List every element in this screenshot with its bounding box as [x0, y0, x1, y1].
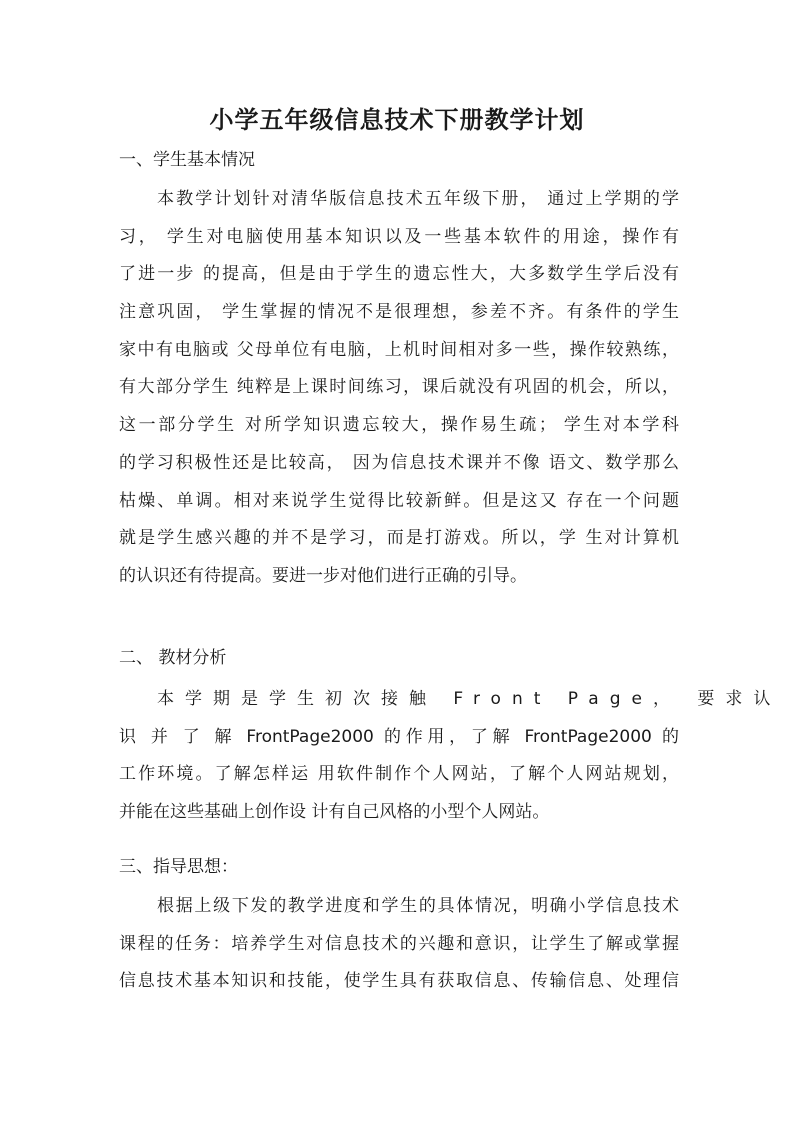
paragraph-line: 的学习积极性还是比较高， 因为信息技术课并不像 语文、数学那么 [119, 452, 679, 473]
paragraph-line: 根据上级下发的教学进度和学生的具体情况，明确小学信息技术 [157, 896, 679, 916]
paragraph-line: 本学期是学生初次接触 Front Page， 要求认 [157, 689, 782, 709]
paragraph-line: 习， 学生对电脑使用基本知识以及一些基本软件的用途，操作有 [119, 226, 679, 247]
section-heading-guiding-thought: 三、指导思想： [119, 857, 238, 877]
paragraph-line: 并能在这些基础上创作设 计有自己风格的小型个人网站。 [119, 802, 550, 823]
paragraph-line: 的认识还有待提高。要进一步对他们进行正确的引导。 [119, 565, 527, 586]
paragraph-line: 了进一步 的提高，但是由于学生的遗忘性大，大多数学生学后没有 [119, 264, 679, 285]
paragraph-guiding-thought [119, 888, 679, 1001]
section-heading-student-situation: 一、学生基本情况 [119, 150, 255, 170]
paragraph-line: 工作环境。了解怎样运 用软件制作个人网站，了解个人网站规划， [119, 764, 679, 785]
paragraph-textbook-analysis [119, 681, 782, 832]
section-heading-textbook-analysis: 二、 教材分析 [119, 648, 227, 668]
paragraph-line: 课程的任务：培养学生对信息技术的兴趣和意识，让学生了解或掌握 [119, 933, 679, 954]
paragraph-line: 本教学计划针对清华版信息技术五年级下册， 通过上学期的学 [157, 189, 679, 209]
paragraph-line: 注意巩固， 学生掌握的情况不是很理想，参差不齐。有条件的学生 [119, 302, 679, 323]
paragraph-line: 这一部分学生 对所学知识遗忘较大，操作易生疏； 学生对本学科 [119, 415, 679, 436]
paragraph-student-situation [119, 181, 679, 596]
paragraph-line: 家中有电脑或 父母单位有电脑，上机时间相对多一些，操作较熟练， [119, 339, 679, 360]
paragraph-line: 有大部分学生 纯粹是上课时间练习，课后就没有巩固的机会，所以， [119, 377, 679, 398]
page-title: 小学五年级信息技术下册教学计划 [209, 106, 585, 134]
paragraph-line: 识 并 了 解 FrontPage2000 的作用，了解 FrontPage2000 的 [119, 726, 679, 747]
paragraph-line: 信息技术基本知识和技能，使学生具有获取信息、传输信息、处理信 [119, 971, 679, 992]
paragraph-line: 枯燥、单调。相对来说学生觉得比较新鲜。但是这又 存在一个问题 [119, 490, 679, 511]
paragraph-line: 就是学生感兴趣的并不是学习，而是打游戏。所以，学 生对计算机 [119, 528, 679, 549]
